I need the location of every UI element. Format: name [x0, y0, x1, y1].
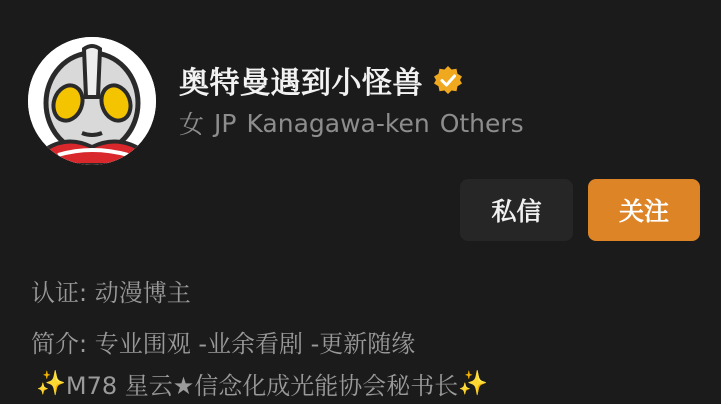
gender: 女: [179, 110, 205, 139]
name-row: [179, 58, 463, 102]
region: Kanagawa-ken: [246, 108, 430, 138]
ultraman-avatar-icon: [28, 37, 156, 165]
country-code: JP: [214, 108, 237, 138]
avatar[interactable]: [28, 37, 156, 165]
display-name: 奥特曼遇到小怪兽: [179, 66, 423, 101]
bio-line-1: 简介: 专业围观 -业余看剧 -更新随缘: [31, 329, 416, 358]
message-button[interactable]: 私信: [460, 179, 573, 241]
profile-meta: [179, 106, 524, 140]
verified-badge-icon: [433, 65, 463, 95]
bio-line-2: [36, 364, 488, 402]
bio-line-2-text: M78 星云★信念化成光能协会秘书长: [65, 371, 459, 400]
follow-button[interactable]: 关注: [588, 179, 700, 241]
sparkle-icon: ✨: [36, 369, 66, 397]
category: Others: [439, 108, 524, 138]
certification: 认证: 动漫博主: [31, 278, 191, 307]
sparkle-icon: ✨: [458, 369, 489, 397]
